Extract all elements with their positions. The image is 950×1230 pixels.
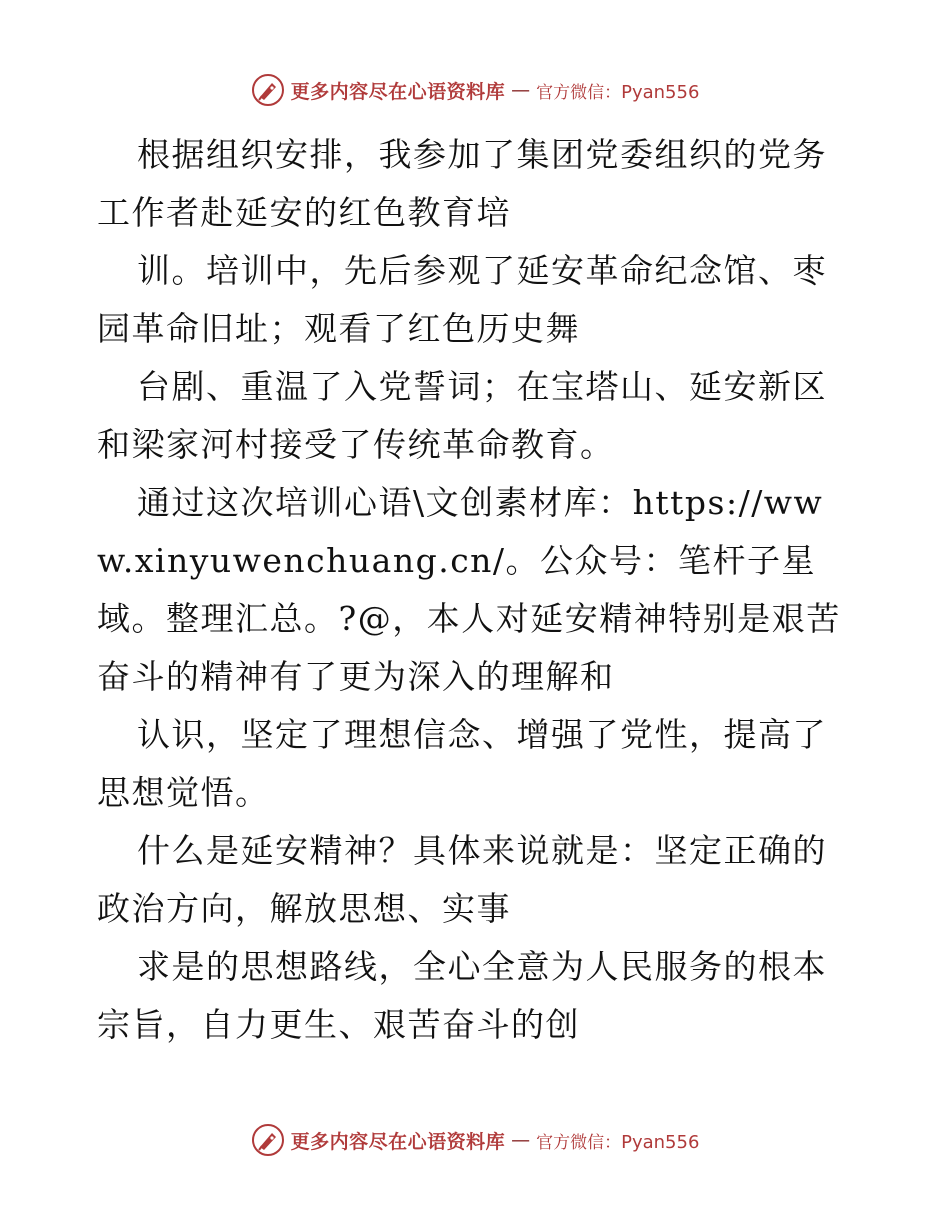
body-paragraph: 训。培训中，先后参观了延安革命纪念馆、枣园革命旧址；观看了红色历史舞 (97, 251, 827, 348)
watermark-dash: — (511, 1129, 531, 1151)
pen-nib-logo-icon (251, 1123, 285, 1157)
page-header-watermark (0, 70, 950, 110)
watermark-contact-label: 官方微信： (536, 82, 622, 103)
watermark-main-text: 更多内容尽在心语资料库 (290, 1130, 506, 1153)
watermark-contact (536, 78, 699, 103)
watermark-contact (536, 1128, 699, 1153)
body-paragraph: 通过这次培训心语\文创素材库：https://www.xinyuwenchuang.cn/。公众号：笔杆子星域。整理汇总。?@，本人对延安精神特别是艰苦奋斗的精神有了更为深入的理解和 (97, 483, 841, 696)
watermark-main-text: 更多内容尽在心语资料库 (290, 80, 506, 103)
watermark-dash: — (511, 79, 531, 101)
watermark-banner (251, 1123, 700, 1157)
body-paragraph: 认识，坚定了理想信念、增强了党性，提高了思想觉悟。 (97, 715, 827, 812)
watermark-contact-id: Pyan556 (621, 1131, 700, 1153)
page-footer-watermark (0, 1120, 950, 1160)
body-paragraph: 什么是延安精神？具体来说就是：坚定正确的政治方向，解放思想、实事 (97, 831, 827, 928)
watermark-contact-id: Pyan556 (621, 81, 700, 103)
body-paragraph: 求是的思想路线，全心全意为人民服务的根本宗旨，自力更生、艰苦奋斗的创 (97, 947, 827, 1044)
watermark-contact-label: 官方微信： (536, 1132, 622, 1153)
document-body (97, 126, 857, 1054)
pen-nib-logo-icon (251, 73, 285, 107)
body-paragraph: 根据组织安排，我参加了集团党委组织的党务工作者赴延安的红色教育培 (97, 135, 827, 232)
watermark-banner (251, 73, 700, 107)
body-paragraph: 台剧、重温了入党誓词；在宝塔山、延安新区和梁家河村接受了传统革命教育。 (97, 367, 827, 464)
